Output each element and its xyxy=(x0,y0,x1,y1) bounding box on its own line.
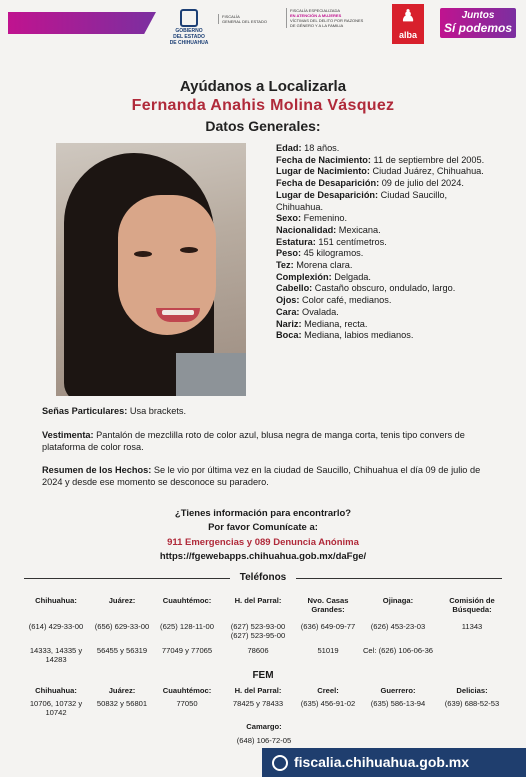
tel-cell: 51019 xyxy=(317,646,339,655)
vestimenta-label: Vestimenta: xyxy=(42,430,94,440)
detail-value: 18 años. xyxy=(301,143,340,153)
detail-value: Mediana, recta. xyxy=(301,318,368,329)
fem-header: Guerrero: xyxy=(380,686,416,695)
detail-item xyxy=(276,307,486,319)
fem-cell: 50832 y 56801 xyxy=(96,699,148,708)
tel-header: Ojinaga: xyxy=(382,596,414,605)
detail-item xyxy=(276,166,486,178)
tel-cell: Cel: (626) 106-06-36 xyxy=(362,646,434,655)
photo-teeth xyxy=(162,310,194,315)
detail-item xyxy=(276,225,486,237)
photo-shirt xyxy=(176,353,246,396)
detail-item xyxy=(276,283,486,295)
detail-label: Boca: xyxy=(276,330,302,341)
fem-line3: VÍCTIMAS DEL DELITO POR RAZONES xyxy=(290,18,364,23)
senas-label: Señas Particulares: xyxy=(42,406,128,416)
alba-label: alba xyxy=(398,30,417,40)
detail-label: Complexión: xyxy=(276,271,332,282)
fem-cell: (635) 456-91-02 xyxy=(300,699,356,708)
detail-value: 151 centímetros. xyxy=(315,236,387,247)
tel-cell: (656) 629-33-00 xyxy=(94,622,150,631)
fem-logo xyxy=(286,8,390,28)
fem-cell: (639) 688-52-53 xyxy=(444,699,500,708)
fisc-line2: GENERAL DEL ESTADO xyxy=(222,19,267,24)
alba-figure-icon: ♟ xyxy=(400,8,416,25)
tel-header: H. del Parral: xyxy=(234,596,282,605)
person-name: Fernanda Anahis Molina Vásquez xyxy=(131,97,395,114)
fem-heading: FEM xyxy=(252,670,274,681)
juntos-line1: Juntos xyxy=(461,10,495,21)
fem-header: Cuauhtémoc: xyxy=(162,686,212,695)
resumen-value: Se le vio por última vez en la ciudad de Saucillo, Chihuahua el día 09 de julio de 2024 y desde ese momento se desconoce su paradero. xyxy=(42,465,481,487)
tel-cell: (614) 429-33-00 xyxy=(28,622,84,631)
contact-question: ¿Tienes información para encontrarlo? xyxy=(174,508,352,519)
detail-label: Nariz: xyxy=(276,318,302,329)
resumen-hechos xyxy=(42,464,482,488)
detail-item xyxy=(276,272,486,284)
gobierno-logo xyxy=(163,9,215,46)
table-row xyxy=(20,699,510,717)
detail-value: Castaño obscuro, ondulado, largo. xyxy=(312,283,456,294)
tel-cell: (636) 649-09-77 xyxy=(300,622,356,631)
camargo-value: (648) 106-72-05 xyxy=(236,736,292,745)
fem-table xyxy=(20,686,510,717)
detail-value: Femenino. xyxy=(301,213,347,224)
contact-comunicate: Por favor Comunícate a: xyxy=(208,522,318,533)
alba-logo xyxy=(392,4,424,44)
detail-item xyxy=(276,248,486,260)
tel-cell: (625) 128-11-00 xyxy=(160,622,214,631)
tel-cell: 78606 xyxy=(247,646,269,655)
detail-label: Nacionalidad: xyxy=(276,224,337,235)
detail-label: Cabello: xyxy=(276,283,313,294)
detail-label: Fecha de Nacimiento: xyxy=(276,154,371,165)
tel-header: Juárez: xyxy=(108,596,136,605)
tel-header: Comisión de Búsqueda: xyxy=(449,596,495,614)
table-row xyxy=(20,596,510,622)
detail-item xyxy=(276,330,486,342)
gob-mid: DEL ESTADO xyxy=(173,34,205,40)
globe-icon xyxy=(272,755,288,771)
camargo-label: Camargo: xyxy=(246,722,282,731)
person-photo xyxy=(56,143,246,396)
vestimenta-value: Pantalón de mezclilla roto de color azul, blusa negra de manga corta, tenis tipo convers de plataforma de color rosa. xyxy=(42,430,465,452)
fem-header: H. del Parral: xyxy=(234,686,282,695)
detail-item xyxy=(276,319,486,331)
detail-value: Ciudad Saucillo, Chihuahua. xyxy=(276,189,448,212)
detail-value: Ciudad Juárez, Chihuahua. xyxy=(369,166,484,177)
detail-label: Peso: xyxy=(276,248,302,259)
detail-label: Tez: xyxy=(276,260,294,271)
detail-item xyxy=(276,190,486,213)
juntos-logo xyxy=(440,8,516,38)
detail-item xyxy=(276,237,486,249)
fem-cell: 10706, 10732 y 10742 xyxy=(29,699,83,717)
fem-cell: (635) 586-13-94 xyxy=(370,699,426,708)
contact-url[interactable]: https://fgewebapps.chihuahua.gob.mx/daFge/ xyxy=(159,551,367,562)
tel-header: Cuauhtémoc: xyxy=(162,596,212,605)
detail-label: Lugar de Nacimiento: xyxy=(276,166,370,177)
table-row xyxy=(20,646,510,664)
tel-cell: 11343 xyxy=(461,622,483,631)
datos-generales-heading: Datos Generales: xyxy=(205,118,321,134)
fiscalia-logo xyxy=(218,14,284,24)
tel-cell: 77049 y 77065 xyxy=(161,646,213,655)
detail-value: 45 kilogramos. xyxy=(301,248,364,259)
detail-label: Sexo: xyxy=(276,213,302,224)
fem-cell: 77050 xyxy=(176,699,198,708)
photo-eye-left xyxy=(134,251,152,257)
fem-header: Juárez: xyxy=(108,686,136,695)
fem-line4: DE GÉNERO Y A LA FAMILIA xyxy=(290,23,344,28)
fem-cell: 78425 y 78433 xyxy=(232,699,284,708)
senas-particulares xyxy=(42,405,482,417)
detail-item xyxy=(276,260,486,272)
header-banner xyxy=(0,0,526,48)
tel-header: Nvo. Casas Grandes: xyxy=(307,596,349,614)
state-seal-icon xyxy=(180,9,198,27)
telefonos-table xyxy=(20,596,510,664)
detail-value: Morena clara. xyxy=(293,260,353,271)
detail-value: 09 de julio del 2024. xyxy=(379,178,464,189)
juntos-line2: Sí podemos xyxy=(443,21,512,35)
camargo-block xyxy=(222,722,306,746)
detail-value: Mediana, labios medianos. xyxy=(301,330,414,341)
detail-label: Ojos: xyxy=(276,295,300,306)
detail-label: Fecha de Desaparición: xyxy=(276,178,380,189)
fem-line1: FISCALÍA ESPECIALIZADA xyxy=(290,8,341,13)
header-color-bar xyxy=(8,12,156,34)
detail-value: 11 de septiembre del 2005. xyxy=(370,154,485,165)
tel-cell: (626) 453-23-03 xyxy=(370,622,426,631)
tel-cell: 14333, 14335 y 14283 xyxy=(29,646,83,664)
detail-item xyxy=(276,213,486,225)
fisc-line1: FISCALÍA xyxy=(222,14,240,19)
detail-item xyxy=(276,155,486,167)
detail-item xyxy=(276,295,486,307)
detail-label: Estatura: xyxy=(276,236,316,247)
detail-label: Edad: xyxy=(276,143,302,153)
fem-header: Creel: xyxy=(317,686,339,695)
table-row xyxy=(20,622,510,646)
tel-header: Chihuahua: xyxy=(35,596,77,605)
detail-item xyxy=(276,178,486,190)
detail-value: Ovalada. xyxy=(299,306,339,317)
photo-eye-right xyxy=(180,247,198,253)
telefonos-heading: Teléfonos xyxy=(239,572,287,583)
page-title: Ayúdanos a Localizarla xyxy=(179,78,347,95)
gob-bot: DE CHIHUAHUA xyxy=(169,40,209,46)
details-list xyxy=(276,143,486,342)
footer-site-banner[interactable] xyxy=(262,748,526,777)
senas-value: Usa brackets. xyxy=(127,406,187,416)
gob-top: GOBIERNO xyxy=(175,28,203,34)
detail-label: Cara: xyxy=(276,306,300,317)
detail-value: Color café, medianos. xyxy=(299,295,392,306)
fem-header: Delicias: xyxy=(456,686,488,695)
divider-right xyxy=(296,578,502,579)
detail-item xyxy=(276,143,486,155)
footer-site: fiscalia.chihuahua.gob.mx xyxy=(294,754,470,770)
fem-line2: EN ATENCIÓN A MUJERES xyxy=(290,13,342,18)
detail-value: Delgada. xyxy=(331,271,371,282)
tel-cell xyxy=(434,646,510,664)
resumen-label: Resumen de los Hechos: xyxy=(42,465,152,475)
table-row xyxy=(20,686,510,699)
tel-cell: (627) 523-93-00 (627) 523-95-00 xyxy=(230,622,286,640)
contact-emergencias: 911 Emergencias y 089 Denuncia Anónima xyxy=(167,537,359,548)
detail-label: Lugar de Desaparición: xyxy=(276,189,379,200)
fem-header: Chihuahua: xyxy=(35,686,77,695)
vestimenta xyxy=(42,429,482,453)
tel-cell: 56455 y 56319 xyxy=(96,646,148,655)
detail-value: Mexicana. xyxy=(336,224,381,235)
